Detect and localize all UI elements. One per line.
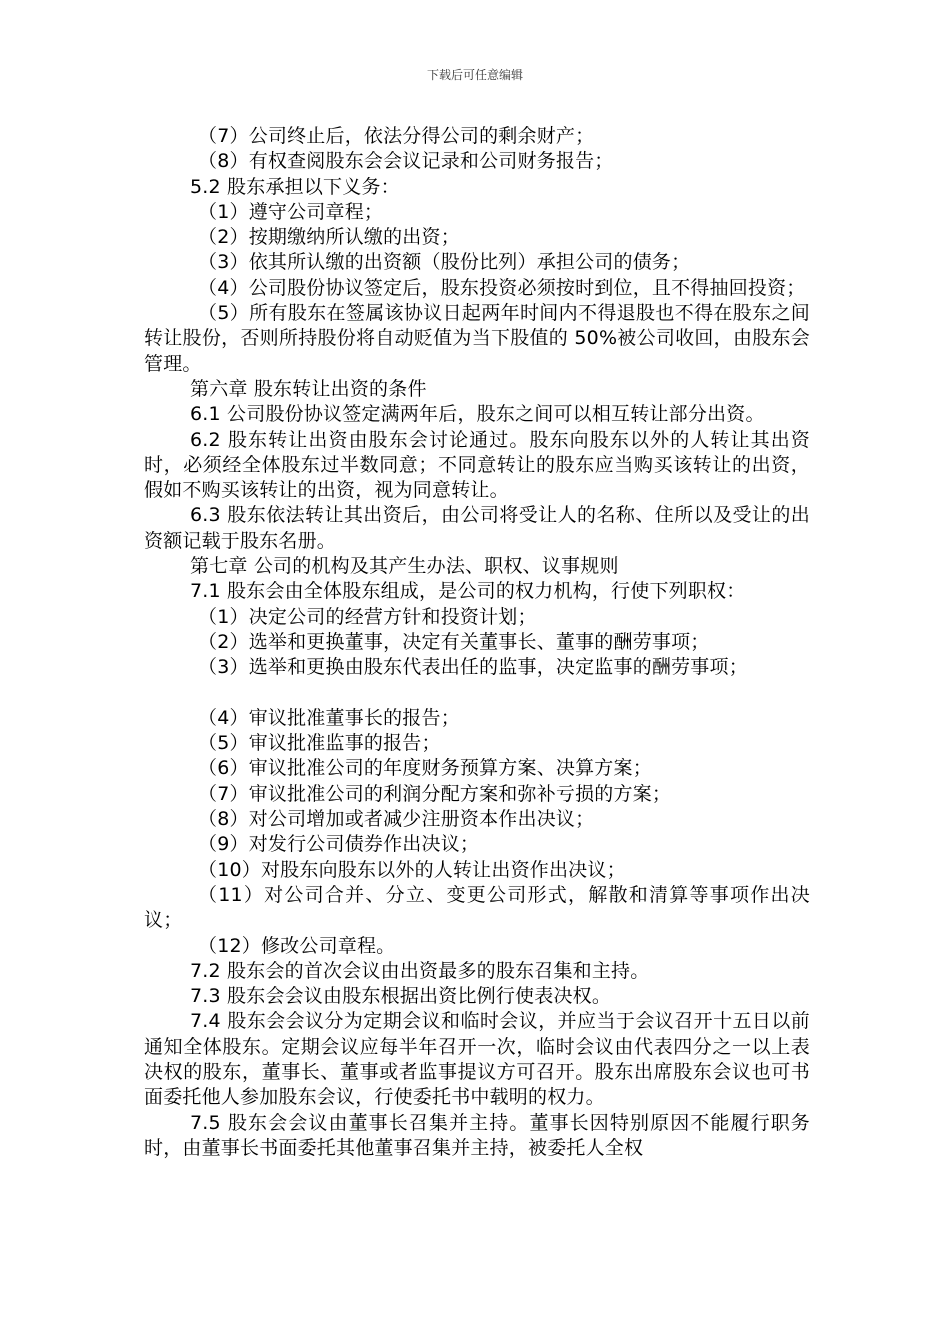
- page-header: 下载后可任意编辑: [426, 68, 523, 82]
- document-body: [144, 124, 810, 1161]
- paragraph: （7）审议批准公司的利润分配方案和弥补亏损的方案；: [198, 782, 672, 805]
- paragraph: 7.5 股东会会议由董事长召集并主持。董事长因特别原因不能履行职务时，由董事长书面委托其他董事召集并主持，被委托人全权: [144, 1111, 810, 1159]
- paragraph: （4）审议批准董事长的报告；: [198, 706, 460, 729]
- paragraph: 5.2 股东承担以下义务：: [190, 175, 400, 198]
- paragraph: （5）所有股东在签属该协议日起两年时间内不得退股也不得在股东之间转让股份，否则所持股份将自动贬值为当下股值的 50%被公司收回，由股东会管理。: [144, 302, 810, 375]
- paragraph: （9）对发行公司债券作出决议；: [198, 833, 480, 856]
- paragraph: （12）修改公司章程。: [198, 934, 396, 957]
- paragraph: （8）有权查阅股东会会议记录和公司财务报告；: [198, 150, 614, 173]
- paragraph: （7）公司终止后，依法分得公司的剩余财产；: [198, 125, 595, 147]
- paragraph: （10）对股东向股东以外的人转让出资作出决议；: [198, 858, 626, 881]
- paragraph: （2）选举和更换董事，决定有关董事长、董事的酬劳事项；: [198, 630, 710, 653]
- paragraph: （6）审议批准公司的年度财务预算方案、决算方案；: [198, 757, 652, 780]
- paragraph: （8）对公司增加或者减少注册资本作出决议；: [198, 808, 595, 831]
- chapter-heading: 第七章 公司的机构及其产生办法、职权、议事规则: [190, 555, 619, 578]
- paragraph: 6.1 公司股份协议签定满两年后，股东之间可以相互转让部分出资。: [190, 403, 765, 426]
- paragraph: （3）依其所认缴的出资额（股份比列）承担公司的债务；: [198, 251, 691, 274]
- paragraph: 7.4 股东会会议分为定期会议和临时会议，并应当于会议召开十五日以前通知全体股东。定期会议应每半年召开一次，临时会议由代表四分之一以上表决权的股东，董事长、董事或者监事提议方可召开。股东出席股东会议也可书面委托他人参加股东会议，行使委托书中载明的权力。: [144, 1010, 810, 1109]
- paragraph: （2）按期缴纳所认缴的出资；: [198, 226, 460, 249]
- paragraph: （4）公司股份协议签定后，股东投资必须按时到位，且不得抽回投资；: [198, 276, 806, 299]
- chapter-heading: 第六章 股东转让出资的条件: [190, 377, 427, 400]
- paragraph: 6.3 股东依法转让其出资后，由公司将受让人的名称、住所以及受让的出资额记载于股东名册。: [144, 504, 810, 552]
- blank-line: [144, 681, 810, 706]
- paragraph: （1）遵守公司章程；: [198, 200, 384, 223]
- paragraph: 7.2 股东会的首次会议由出资最多的股东召集和主持。: [190, 959, 650, 982]
- paragraph: （3）选举和更换由股东代表出任的监事，决定监事的酬劳事项；: [198, 656, 748, 679]
- paragraph: （11）对公司合并、分立、变更公司形式，解散和清算等事项作出决议；: [144, 883, 810, 932]
- paragraph: （5）审议批准监事的报告；: [198, 732, 441, 755]
- paragraph: 7.3 股东会会议由股东根据出资比例行使表决权。: [190, 985, 612, 1008]
- paragraph: 6.2 股东转让出资由股东会讨论通过。股东向股东以外的人转让其出资时，必须经全体股东过半数同意；不同意转让的股东应当购买该转让的出资，假如不购买该转让的出资，视为同意转让。: [144, 428, 810, 502]
- paragraph: （1）决定公司的经营方针和投资计划；: [198, 605, 537, 628]
- paragraph: 7.1 股东会由全体股东组成，是公司的权力机构，行使下列职权：: [190, 580, 746, 603]
